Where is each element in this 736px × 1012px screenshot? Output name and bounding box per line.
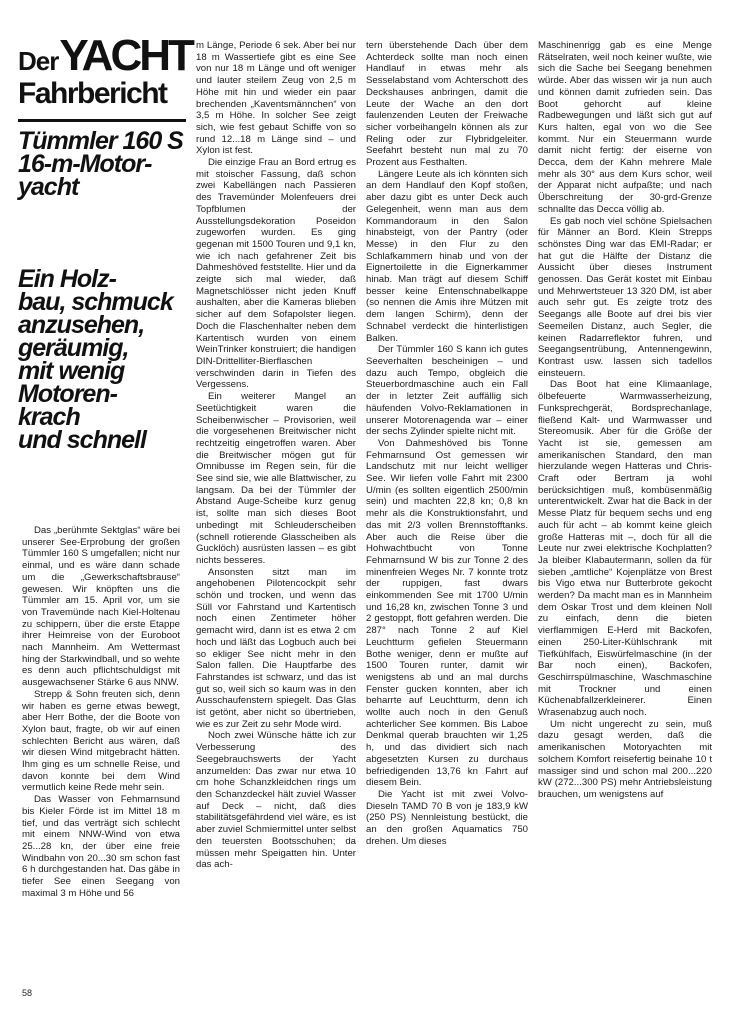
paragraph: Das „berühmte Sektglas“ wäre bei unserer See-Erprobung der großen Tümmler 160 S umgefallen; nicht nur einmal, und es wäre dann schade um die „Gewerkschaftsbrause“ gewesen. Wir knöpften uns die Tümmler am 15. April vor, um sie von Travemünde nach Kiel-Holtenau zu schippern, über die erste Etappe ihrer Heimreise von der Euroboot nach Mannheim. Am Wettermast hing der Starkwindball, und so wehte es denn auch pflichtschuldigst mit ausgewachsener Stärke 6 aus NNW. xyxy=(22,525,180,689)
paragraph: Längere Leute als ich könnten sich an dem Handlauf den Kopf stoßen, aber dazu gibt es unter Deck auch Gelegenheit, wenn man aus dem Kommandoraum in den Salon hinabsteigt, von der Pantry (oder Messe) in den Flur zu den Schlafkammern hinab und von der Eignertoilette in die Eignerkammer hinab. Man trägt auf diesem Schiff besser keine Entenschnabelkappe (so nennen die Amis ihre Mützen mit dem langen Schirm), denn der Schnabel verdeckt die hinterlistigen Balken. xyxy=(366,168,528,344)
article-subheadline: Ein Holz- bau, schmuck anzusehen, geräumig, mit wenig Motoren- krach und schnell xyxy=(18,265,173,454)
paragraph: Das Wasser von Fehmarnsund bis Kieler Förde ist im Mittel 18 m tief, und das verträgt sich schlecht mit einem NNW-Wind von etwa 25...28 kn, der über eine freie Windbahn von 20...30 sm schon fast 6 h durchgestanden hat. Das gäbe in tiefer See einen Seegang von maximal 3 m Höhe und 56 xyxy=(22,794,180,899)
paragraph: Um nicht ungerecht zu sein, muß dazu gesagt werden, daß die amerikanischen Motoryachten mit solchem Komfort reisefertig beinahe 10 t massiger sind und schon mal 200...220 kW (272...300 PS) mehr Antriebsleistung brauchen, um wenigstens auf xyxy=(538,718,712,800)
paragraph: m Länge, Periode 6 sek. Aber bei nur 18 m Wassertiefe gibt es eine See von nur 18 m Länge und oft weniger und lauter steilem Zeug von 2,5 m Höhe mit hin und wieder ein paar brechenden „Kaventsmännchen“ von 3,5 m Höhe. In solcher See zeigt sich, wie fest gebaut Schiffe von so rund 12...18 m Länge sind – und Xylon ist fest. xyxy=(196,40,356,157)
paragraph: Ansonsten sitzt man im angehobenen Pilotencockpit sehr schön und trocken, und wenn das Süll vor Fahrstand und Kartentisch noch einen Zentimeter höher gemacht wird, dann ist es etwa 2 cm hoch und läßt das Logbuch auch bei so ekliger See nicht mehr in den Salon fallen. Die Hauptfarbe des Fahrstandes ist schwarz, und das ist gut so, weil sich so kaum was in den Ausschaufenstern spiegelt. Das Glas ist getönt, aber nicht so übertrieben, wie es zur Zeit zu sehr Mode wird. xyxy=(196,566,356,730)
headline-block xyxy=(18,31,192,201)
masthead-yacht: YACHT xyxy=(59,31,192,80)
paragraph: Noch zwei Wünsche hätte ich zur Verbesserung des Seegebrauchswerts der Yacht anzumelden: Das zwar nur etwa 10 cm hohe Schanzkleidchen rings um den Schanzdeckel hält zuviel Wasser auf Deck – nicht, daß dies stabilitätsgefährdend viel wäre, es ist aber zuviel Schmiermittel unter selbst den teuersten Bootsschuhen; da müssen mehr Speigatten hin. Unter das ach- xyxy=(196,730,356,871)
masthead-line1 xyxy=(18,31,192,80)
masthead-rule xyxy=(18,119,186,122)
paragraph: Es gab noch viel schöne Spielsachen für Männer an Bord. Klein Strepps schönstes Ding war das EMI-Radar; er hat gut die Hälfte der Distanz die Aussicht über dieses Instrument genossen. Das Gerät kostet mit Einbau und Mehrwertsteuer 13 320 DM, ist aber auch sehr gut. Es zeigte trotz des Seegangs alle Boote auf drei bis vier Seemeilen Distanz, auch Segler, die keinen Radarreflektor fuhren, und Seegangsentrübung, Antennengewinn, Kontrast usw. lassen sich tadellos einsteuern. xyxy=(538,215,712,379)
paragraph: Die einzige Frau an Bord ertrug es mit stoischer Fassung, daß schon zwei Kabellängen nach Passieren des Travemünder Molenfeuers drei Topfblumen der Ausstellungsdekoration Poseidon zugeworfen wurden. Es ging gegenan mit 1500 Touren und 9,1 kn, wie ich nach gefahrener Zeit bis Dahmeshöved feststellte. Hier und da zeigte sich mal wieder, daß Magnetschlösser nicht jeden Knuff aushalten, aber die Kameras blieben sicher auf dem Sofapolster liegen. Doch die Flaschenhalter neben dem Kartentisch wurden von einem WeinTrinker konstruiert; die handigen DIN-Drittelliter-Bierflaschen verschwinden darin in Tiefen des Vergessens. xyxy=(196,157,356,391)
masthead-fahrbericht: Fahrbericht xyxy=(18,77,167,110)
text-column-3 xyxy=(366,40,528,848)
text-column-2 xyxy=(196,40,356,871)
paragraph: Die Yacht ist mit zwei Volvo-Dieseln TAMD 70 B von je 183,9 kW (250 PS) Nennleistung bestückt, die an den großen Aquamatics 750 drehen. Um dieses xyxy=(366,789,528,847)
paragraph: Ein weiterer Mangel an Seetüchtigkeit waren die Scheibenwischer – Provisorien, weil die vorgesehenen Breitwischer nicht rechtzeitig eingetroffen waren. Aber die Breitwischer mögen gut für Omnibusse im Regen sein, für die See sind sie, wie alle Blattwischer, zu langsam. Da bei der Tümmler der Abstand Auge-Scheibe kurz genug ist, sollte man sich dieses Boot unbedingt mit Schleuderscheiben (schnell rotierende Glasscheiben als Gucklöch) ausrüsten lassen – es gibt nichts besseres. xyxy=(196,391,356,566)
paragraph: tern überstehende Dach über dem Achterdeck sollte man noch einen Handlauf in etwas mehr als Sesselabstand vom Achterschott des Deckshauses anbringen, damit die Leute der Wache an den dort faulenzenden Leuten der Freiwache sicher vorbeihangeln können als zur Reling oder zur Flybridgeleiter. Seefahrt besteht nun mal zu 70 Prozent aus Festhalten. xyxy=(366,40,528,169)
text-column-4 xyxy=(538,40,712,801)
paragraph: Strepp & Sohn freuten sich, denn wir haben es gerne etwas bewegt, aber Herr Bothe, der die Boote von Xylon baut, fragte, ob wir auf einen schlechten Bericht aus wären, daß wir diesen Wind mitgebracht hätten. Ihm ging es um schnelle Reise, und davon konnte bei dem Wind vermutlich keine Rede mehr sein. xyxy=(22,688,180,794)
paragraph: Maschinenrigg gab es eine Menge Rätselraten, weil noch keiner wußte, wie sich die Sache bei Seegang benehmen würde. Aber das wissen wir ja nun auch und können damit zufrieden sein. Das Boot gehorcht auf kleine Radbewegungen und läßt sich gut auf Kurs halten, egal von wo die See kommt. Nur ein Steuermann wurde damit nicht fertig: der eiserne von Decca, dem der Kahn mehrere Male mehr als 30° aus dem Kurs schor, weil der Apparat nicht aufpaßte; und nach Überschreitung der 30-grd-Grenze schnallte das Decca völlig ab. xyxy=(538,40,712,215)
paragraph: Der Tümmler 160 S kann ich gutes Seeverhalten bescheinigen – und dazu auch Tempo, obgleich die Steuerbordmaschine auch ein Fall der in letzter Zeit auffällig sich häufenden Volvo-Reklamationen in unserer Motorenagenda war – einer der sechs Zylinder spielte nicht mit. xyxy=(366,344,528,438)
page-number: 58 xyxy=(22,988,33,998)
paragraph: Von Dahmeshöved bis Tonne Fehmarnsund Ost gemessen wir Landschutz mit nur leicht welliger See. Wir liefen volle Fahrt mit 2300 U/min (es sollten eigentlich 2500/min sein) und machten 22,8 kn; 0,8 kn mehr als die Konstruktionsfahrt, und das mit 2/3 vollen Brennstofftanks. Aber auch die Reise über die Hohwachtbucht von Tonne Fehmarnsund W bis zur Tonne 2 des minenfreien Weges Nr. 7 konnte trotz der ruppigen, fast dwars einkommenden See mit 1700 U/min und 16,28 kn, zwischen Tonne 3 und 2 gestoppt, flott gefahren werden. Die 287° nach Tonne 2 auf Kiel Leuchtturm gefielen Steuermann Bothe weniger, denn er mußte auf 1500 Touren runter, damit wir wenigstens ab und an mal durchs Fenster gucken konnten, aber ich beharrte auf Leuchtturm, denn ich wollte auch noch in den Genuß achterlicher See kommen. Bis Laboe Denkmal querab brauchten wir 1,25 h, und das dividiert sich nach abgesetzten Kursen zu durchaus befriedigenden 13,76 kn Fahrt auf diesem Bein. xyxy=(366,437,528,789)
masthead-der: Der xyxy=(18,46,59,76)
article-title: Tümmler 160 S 16-m-Motor- yacht xyxy=(18,127,183,201)
text-column-1 xyxy=(22,525,180,900)
paragraph: Das Boot hat eine Klimaanlage, ölbefeuerte Warmwasserheizung, Funksprechgerät, Bordsprechanlage, fließend Kalt- und Warmwasser und Stereomusik. Aber für die Größe der Yacht ist sie, gemessen am amerikanischen Standard, den man hierzulande wegen Hatteras und Chris-Craft oder Bertram ja wohl berücksichtigen muß, kombüsenmäßig unterentwickelt. Zwar hat die Back in der Messe Platz für bequem sechs und eng auch für acht – ab kommt keine gleich große Hatteras mit –, doch für all die Leute nur zwei elektrische Kochplatten? Ja bleiber Klabautermann, sollen da für sieben „amtliche“ Kojenplätze von Brest bis Vigo etwa nur Butterbrote gekocht werden? Da macht man es in Mannheim dem Oskar Trost und dem kleinen Noll zu einfach, denn die bieten vierflammigen E-Herd mit Backofen, einen 250-Liter-Kühlschrank mit Tiefkühlfach, Eiswürfelmaschine (in der Bar noch einen), Backofen, Geschirrspülmaschine, Waschmaschine mit Trockner und einen Küchenabfallzerkleinerer. Einen Wrasenabzug auch noch. xyxy=(538,379,712,719)
